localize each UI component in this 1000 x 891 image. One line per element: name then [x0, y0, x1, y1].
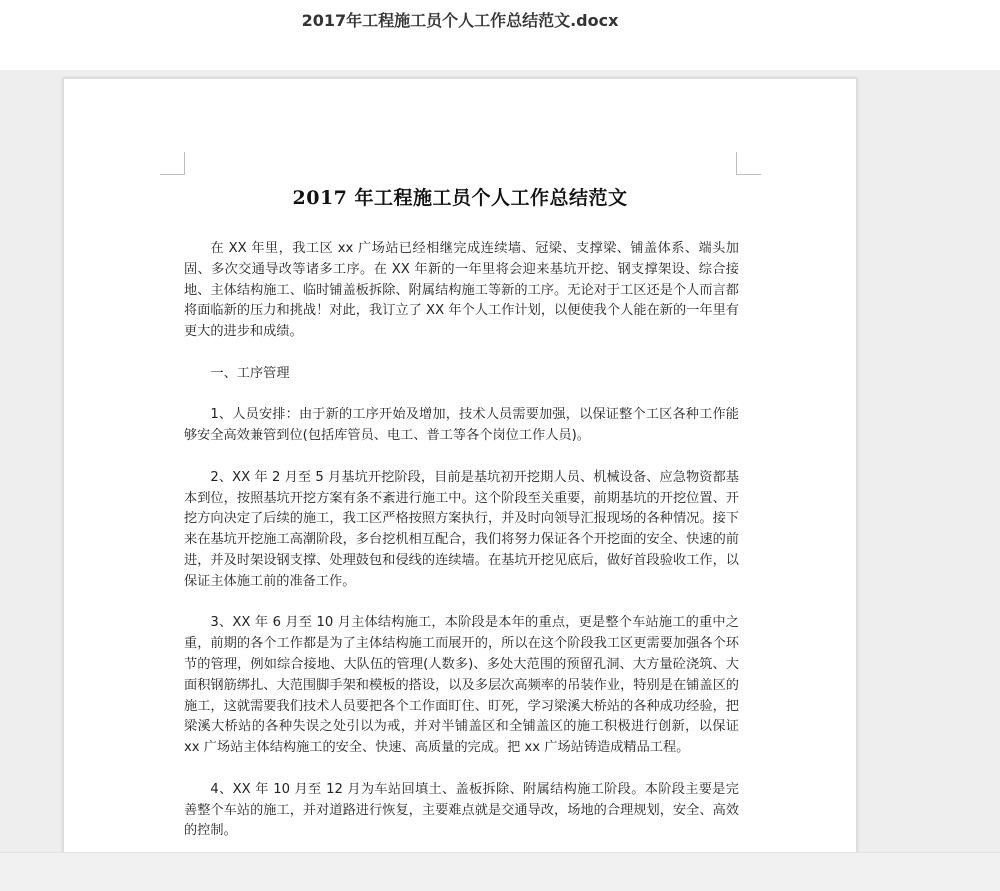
paragraph-intro: 在 XX 年里，我工区 xx 广场站已经相继完成连续墙、冠梁、支撑梁、铺盖体系、端头加固、多次交通导改等诸多工序。在 XX 年新的一年里将会迎来基坑开挖、钢支撑架设、综合接地、主体结构施工、临时铺盖板拆除、附属结构施工等新的工序。无论对于工区还是个人而言都将面临新的压力和挑战！对此，我订立了 XX 年个人工作计划，以便使我个人能在新的一年里有更大的进步和成绩。 [184, 241, 739, 340]
margin-corner-mark-left [160, 152, 185, 175]
paragraph-item-3: 3、XX 年 6 月至 10 月主体结构施工，本阶段是本年的重点，更是整个车站施工的重中之重，前期的各个工作都是为了主体结构施工而展开的，所以在这个阶段我工区更需要加强各个环节的管理，例如综合接地、大队伍的管理(人数多)、多处大范围的预留孔洞、大方量砼浇筑、大面积钢筋绑扎、大范围脚手架和模板的搭设，以及多层次高频率的吊装作业，特别是在铺盖区的施工，这就需要我们技术人员要把各个工作面盯住、盯死，学习梁溪大桥站的各种成功经验，把梁溪大桥站的各种失误之处引以为戒，并对半铺盖区和全铺盖区的施工积极进行创新，以保证 xx 广场站主体结构施工的安全、快速、高质量的完成。把 xx 广场站铸造成精品工程。 [184, 615, 739, 756]
document-viewer[interactable] [0, 70, 1000, 852]
paragraph-item-2: 2、XX 年 2 月至 5 月基坑开挖阶段，目前是基坑初开挖期人员、机械设备、应急物资都基本到位，按照基坑开挖方案有条不紊进行施工中。这个阶段至关重要，前期基坑的开挖位置、开挖方向决定了后续的施工，我工区严格按照方案执行，并及时向领导汇报现场的各种情况。接下来在基坑开挖施工高潮阶段，多台挖机相互配合，我们将努力保证各个开挖面的安全、快速的前进，并及时架设钢支撑、处理鼓包和侵线的连续墙。在基坑开挖见底后，做好首段验收工作，以保证主体施工前的准备工作。 [184, 469, 739, 589]
section-heading-process-management: 一、工序管理 [210, 365, 290, 381]
document-heading: 2017 年工程施工员个人工作总结范文 [292, 187, 628, 209]
paragraph-item-1: 1、人员安排：由于新的工序开始及增加，技术人员需要加强，以保证整个工区各种工作能够安全高效兼管到位(包括库管员、电工、普工等各个岗位工作人员)。 [184, 407, 739, 444]
margin-corner-mark-right [736, 152, 761, 175]
paragraph-item-4: 4、XX 年 10 月至 12 月为车站回填土、盖板拆除、附属结构施工阶段。本阶段主要是完善整个车站的施工，并对道路进行恢复，主要难点就是交通导改，场地的合理规划，安全、高效的控制。 [184, 781, 739, 839]
document-body [184, 239, 739, 852]
file-title: 2017年工程施工员个人工作总结范文.docx [301, 11, 619, 30]
title-bar [0, 0, 1000, 70]
document-page [63, 78, 857, 852]
bottom-bar [0, 852, 1000, 891]
